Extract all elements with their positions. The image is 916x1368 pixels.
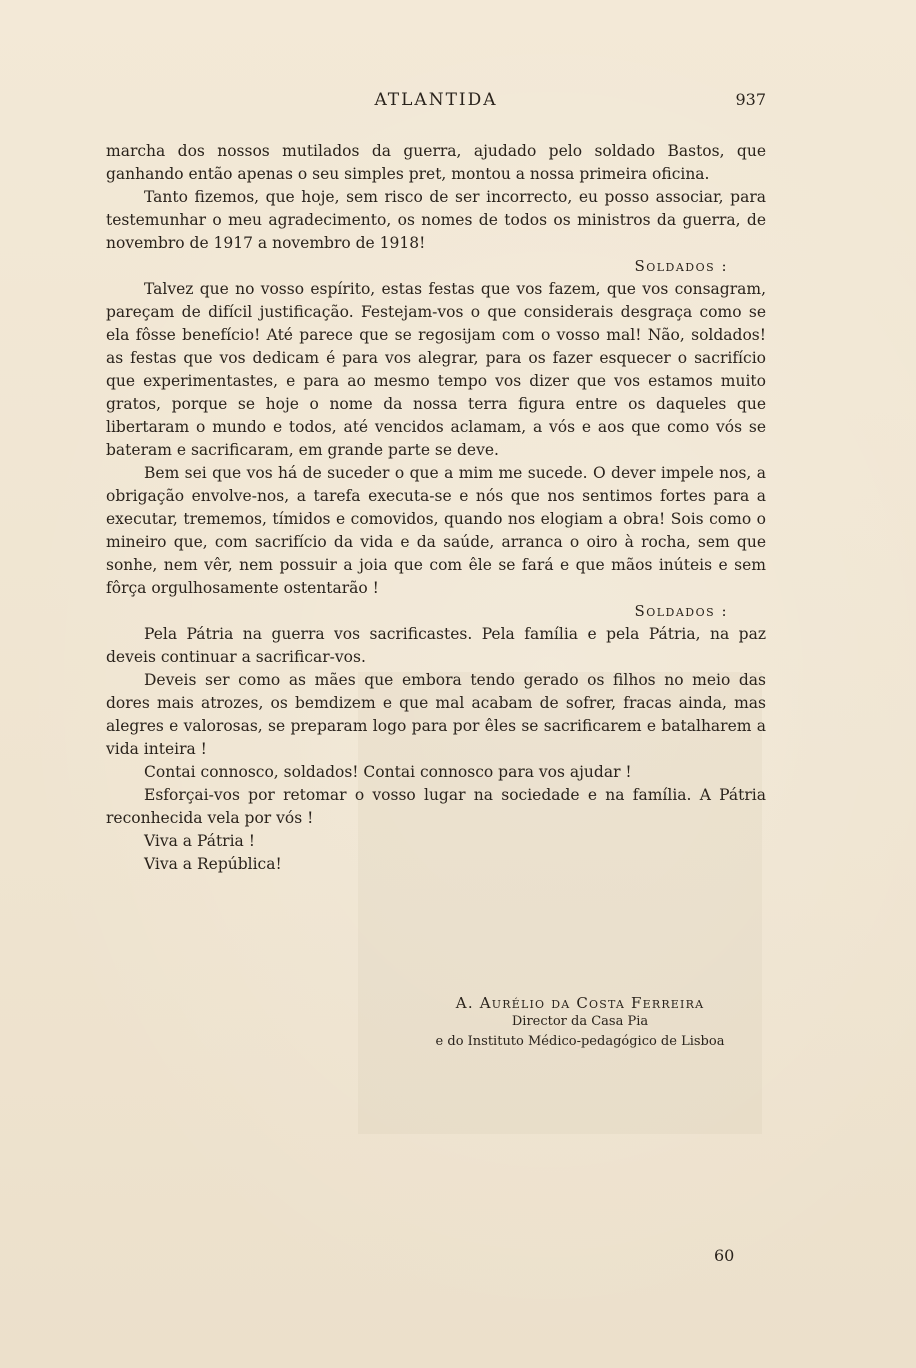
paragraph: marcha dos nossos mutilados da guerra, ajudado pelo soldado Bastos, que ganhando então apenas o seu simples pret, montou a nossa primeira oficina. bbox=[106, 142, 766, 183]
paragraph: Talvez que no vosso espírito, estas festas que vos fazem, que vos consagram, pareçam de difícil justificação. Festejam-vos o que considerais desgraça como se ela fôsse benefício! Até parece que se regosijam com o vosso mal! Não, soldados! as festas que vos dedicam é para vos alegrar, para os fazer esquecer o sacrifício que experimentastes, e para ao mesmo tempo vos dizer que vos estamos muito gratos, porque se hoje o nome da nossa terra figura entre os daqueles que libertaram o mundo e todos, até vencidos aclamam, a vós e aos que como vós se bateram e sacrificaram, em grande parte se deve. bbox=[106, 280, 766, 459]
author-title: Director da Casa Pia bbox=[511, 1014, 649, 1029]
exclamation: Viva a República! bbox=[144, 855, 282, 873]
folio-number: 60 bbox=[714, 1246, 735, 1265]
paragraph: Deveis ser como as mães que embora tendo gerado os filhos no meio das dores mais atrozes, os bemdizem e que mal acabam de sofrer, fracas ainda, mas alegres e valorosas, se preparam logo para por êles se sacrificarem e batalharem a vida inteira ! bbox=[106, 671, 766, 758]
page-number: 937 bbox=[735, 90, 766, 109]
journal-title: ATLANTIDA bbox=[374, 90, 498, 110]
article-body bbox=[106, 140, 766, 876]
paragraph: Tanto fizemos, que hoje, sem risco de ser incorrecto, eu posso associar, para testemunhar o meu agradecimento, os nomes de todos os ministros da guerra, de novembro de 1917 a novembro de 1918! bbox=[106, 188, 766, 252]
section-heading: Soldados : bbox=[634, 257, 728, 275]
paragraph: Pela Pátria na guerra vos sacrificastes. Pela família e pela Pátria, na paz deveis continuar a sacrificar-vos. bbox=[106, 625, 766, 666]
signature-block bbox=[380, 994, 780, 1052]
paragraph: Esforçai-vos por retomar o vosso lugar na sociedade e na família. A Pátria reconhecida vela por vós ! bbox=[106, 786, 766, 827]
author-institution: e do Instituto Médico-pedagógico de Lisboa bbox=[435, 1034, 725, 1049]
section-heading: Soldados : bbox=[634, 602, 728, 620]
author-name: A. Aurélio da Costa Ferreira bbox=[455, 994, 705, 1012]
paragraph: Contai connosco, soldados! Contai connosco para vos ajudar ! bbox=[144, 763, 632, 781]
paragraph: Bem sei que vos há de suceder o que a mim me sucede. O dever impele nos, a obrigação envolve-nos, a tarefa executa-se e nós que nos sentimos fortes para a executar, trememos, tímidos e comovidos, quando nos elogiam a obra! Sois como o mineiro que, com sacrifício da vida e da saúde, arranca o oiro à rocha, sem que sonhe, nem vêr, nem possuir a joia que com êle se fará e que mãos inúteis e sem fôrça orgulhosamente ostentarão ! bbox=[106, 464, 766, 597]
exclamation: Viva a Pátria ! bbox=[144, 832, 255, 850]
running-header bbox=[106, 90, 766, 114]
